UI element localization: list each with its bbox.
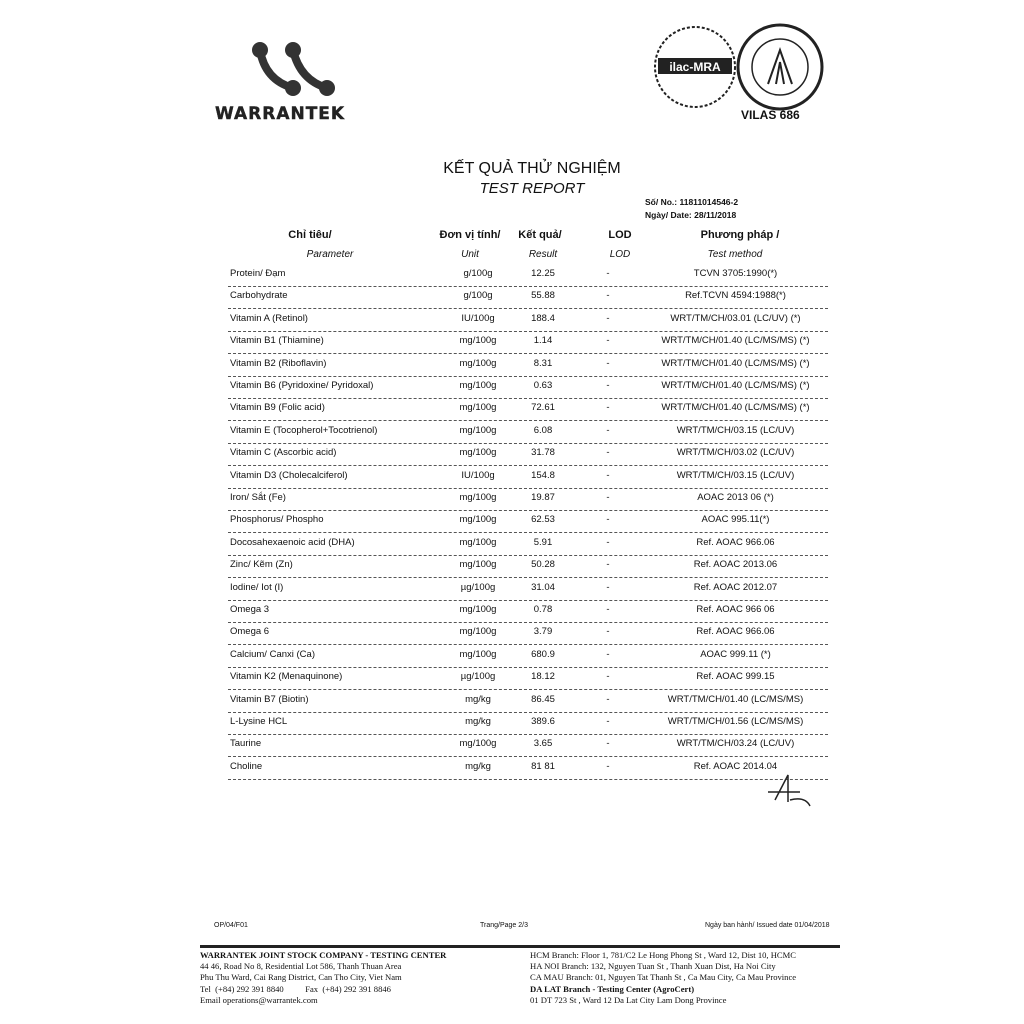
title-vietnamese: KẾT QUẢ THỬ NGHIỆM [443, 160, 621, 177]
method-cell: Ref. AOAC 2014.04 [693, 760, 778, 772]
table-row [228, 712, 828, 735]
parameter-cell: Phosphorus/ Phospho [230, 514, 324, 526]
footer-right-line: DA LAT Branch - Testing Center (AgroCert) [530, 983, 695, 994]
form-code: OP/04/F01 [214, 922, 248, 929]
footer-right-line: 01 DT 723 St , Ward 12 Da Lat City Lam Dong Province [530, 994, 727, 1005]
signature-initials [760, 770, 820, 810]
method-cell: WRT/TM/CH/01.40 (LC/MS/MS) (*) [661, 335, 810, 347]
header-lod-en: LOD [609, 249, 631, 260]
parameter-cell: Carbohydrate [230, 290, 288, 302]
parameter-cell: Vitamin A (Retinol) [230, 312, 308, 324]
lod-cell: - [606, 514, 610, 526]
parameter-cell: Choline [230, 760, 263, 772]
lod-cell: - [606, 335, 610, 347]
page-number: Trang/Page 2/3 [480, 922, 528, 929]
method-cell: TCVN 3705:1990(*) [693, 268, 778, 279]
header-parameter-en: Parameter [306, 249, 354, 260]
lod-cell: - [606, 290, 610, 302]
result-cell: 3.65 [533, 738, 553, 750]
parameter-cell: Vitamin B6 (Pyridoxine/ Pyridoxal) [230, 380, 374, 391]
parameter-cell: Vitamin C (Ascorbic acid) [230, 447, 337, 459]
vilas-code: VILAS 686 [741, 108, 800, 122]
parameter-cell: Zinc/ Kẽm (Zn) [230, 559, 293, 571]
lod-cell: - [606, 716, 610, 727]
table-row [228, 376, 828, 399]
unit-cell: mg/kg [465, 693, 491, 705]
lod-cell: - [606, 447, 610, 459]
unit-cell: mg/100g [459, 402, 497, 414]
method-cell: AOAC 2013 06 (*) [697, 492, 774, 503]
lod-cell: - [606, 738, 610, 750]
table-row [228, 510, 828, 533]
accreditation-seal-icon [650, 22, 830, 112]
footer-branches [530, 950, 796, 1006]
result-cell: 86.45 [531, 693, 555, 705]
table-row [228, 443, 828, 466]
footer-right-line: HA NOI Branch: 132, Nguyen Tuan St , Thanh Xuan Dist, Ha Noi City [530, 961, 776, 972]
lod-cell: - [606, 380, 610, 391]
table-row [228, 533, 828, 556]
result-cell: 680.9 [531, 648, 555, 660]
parameter-cell: Vitamin D3 (Cholecalciferol) [230, 469, 348, 481]
unit-cell: mg/100g [459, 492, 497, 503]
lod-cell: - [606, 626, 610, 638]
method-cell: WRT/TM/CH/01.56 (LC/MS/MS) [667, 716, 804, 727]
result-cell: 188.4 [531, 312, 555, 324]
result-cell: 19.87 [531, 492, 555, 503]
lod-cell: - [606, 559, 610, 571]
method-cell: WRT/TM/CH/01.40 (LC/MS/MS) [667, 693, 804, 705]
table-row [228, 264, 828, 287]
method-cell: Ref.TCVN 4594:1988(*) [685, 290, 786, 302]
result-cell: 389.6 [531, 716, 555, 727]
footer-right-line: CA MAU Branch: 01, Nguyen Tat Thanh St , Ca Mau City, Ca Mau Province [530, 972, 797, 983]
method-cell: Ref. AOAC 999.15 [696, 671, 775, 683]
method-cell: WRT/TM/CH/03.24 (LC/UV) [676, 738, 795, 750]
unit-cell: mg/100g [459, 536, 497, 548]
parameter-cell: Vitamin B2 (Riboflavin) [230, 357, 327, 369]
result-cell: 6.08 [533, 424, 553, 436]
lod-cell: - [606, 760, 610, 772]
unit-cell: mg/kg [465, 716, 491, 727]
unit-cell: mg/kg [465, 760, 491, 772]
unit-cell: IU/100g [461, 312, 495, 324]
lod-cell: - [606, 648, 610, 660]
table-row [228, 667, 828, 690]
table-row [228, 622, 828, 645]
lod-cell: - [606, 671, 610, 683]
unit-cell: mg/100g [459, 380, 497, 391]
result-cell: 0.63 [533, 380, 553, 391]
header-method-en: Test method [707, 249, 763, 260]
lod-cell: - [606, 268, 610, 279]
footer-company-info [200, 950, 446, 1006]
unit-cell: mg/100g [459, 424, 497, 436]
lod-cell: - [606, 581, 610, 593]
lod-cell: - [606, 312, 610, 324]
parameter-cell: Omega 6 [230, 626, 270, 638]
result-cell: 31.78 [531, 447, 555, 459]
result-cell: 1.14 [533, 335, 553, 347]
unit-cell: mg/100g [459, 335, 497, 347]
parameter-cell: Iron/ Sắt (Fe) [230, 492, 286, 503]
unit-cell: IU/100g [461, 469, 495, 481]
footer-left-line: Phu Thu Ward, Cai Rang District, Can Tho City, Viet Nam [200, 972, 402, 983]
footer-left-line: Email operations@warrantek.com [200, 994, 318, 1005]
unit-cell: mg/100g [459, 738, 497, 750]
method-cell: WRT/TM/CH/03.15 (LC/UV) [676, 469, 795, 481]
method-cell: WRT/TM/CH/01.40 (LC/MS/MS) (*) [661, 357, 810, 369]
result-cell: 5.91 [533, 536, 553, 548]
method-cell: WRT/TM/CH/03.01 (LC/UV) (*) [670, 312, 801, 324]
parameter-cell: Vitamin K2 (Menaquinone) [230, 671, 343, 683]
parameter-cell: Calcium/ Canxi (Ca) [230, 648, 315, 660]
parameter-cell: Vitamin B9 (Folic acid) [230, 402, 325, 414]
result-cell: 0.78 [533, 604, 553, 615]
footer-left-line: Tel (+84) 292 391 8840 Fax (+84) 292 391 8846 [200, 983, 391, 994]
method-cell: WRT/TM/CH/03.02 (LC/UV) [676, 447, 795, 459]
method-cell: WRT/TM/CH/01.40 (LC/MS/MS) (*) [661, 380, 810, 391]
result-cell: 12.25 [531, 268, 555, 279]
lod-cell: - [606, 424, 610, 436]
lod-cell: - [606, 604, 610, 615]
result-cell: 8.31 [533, 357, 553, 369]
parameter-cell: Vitamin B1 (Thiamine) [230, 335, 324, 347]
unit-cell: mg/100g [459, 447, 497, 459]
lod-cell: - [606, 492, 610, 503]
result-cell: 55.88 [531, 290, 555, 302]
unit-cell: µg/100g [460, 581, 496, 593]
result-cell: 72.61 [531, 402, 555, 414]
method-cell: WRT/TM/CH/03.15 (LC/UV) [676, 424, 795, 436]
parameter-cell: Vitamin E (Tocopherol+Tocotrienol) [230, 424, 378, 436]
result-cell: 154.8 [531, 469, 555, 481]
report-number: Số/ No.: 11811014546-2 [645, 197, 739, 207]
footer-divider [200, 945, 840, 948]
footer-right-line: HCM Branch: Floor 1, 781/C2 Le Hong Phong St , Ward 12, Dist 10, HCMC [530, 950, 797, 960]
method-cell: Ref. AOAC 966.06 [696, 626, 775, 638]
lod-cell: - [606, 402, 610, 414]
parameter-cell: Docosahexaenoic acid (DHA) [230, 536, 355, 548]
result-cell: 81 81 [531, 760, 555, 772]
parameter-cell: Taurine [230, 738, 262, 750]
header-unit-en: Unit [461, 249, 479, 260]
table-row [228, 578, 828, 601]
table-row [228, 600, 828, 623]
header-result-vn: Kết quả/ [518, 229, 562, 241]
table-row [228, 354, 828, 377]
method-cell: Ref. AOAC 966.06 [696, 536, 775, 548]
result-cell: 18.12 [531, 671, 555, 683]
unit-cell: mg/100g [459, 559, 497, 571]
unit-cell: g/100g [463, 290, 493, 302]
method-cell: WRT/TM/CH/01.40 (LC/MS/MS) (*) [661, 402, 810, 414]
table-row [228, 286, 828, 309]
parameter-cell: Omega 3 [230, 604, 270, 615]
unit-cell: µg/100g [460, 671, 496, 683]
unit-cell: g/100g [463, 268, 493, 279]
unit-cell: mg/100g [459, 514, 497, 526]
warrantek-logo-icon [245, 40, 355, 100]
method-cell: AOAC 995.11(*) [701, 514, 770, 526]
table-row [228, 466, 828, 489]
footer-left-line: 44 46, Road No 8, Residential Lot 586, Thanh Thuan Area [200, 961, 402, 972]
svg-text:ilac-MRA: ilac-MRA [669, 60, 721, 74]
table-row [228, 690, 828, 713]
table-row [228, 555, 828, 578]
lod-cell: - [606, 357, 610, 369]
method-cell: Ref. AOAC 966 06 [696, 604, 775, 615]
table-row [228, 421, 828, 444]
method-cell: Ref. AOAC 2013.06 [693, 559, 778, 571]
table-row [228, 734, 828, 757]
parameter-cell: Protein/ Đạm [230, 268, 286, 279]
footer-left-line: WARRANTEK JOINT STOCK COMPANY - TESTING CENTER [200, 950, 447, 960]
parameter-cell: L-Lysine HCL [230, 716, 288, 727]
result-cell: 62.53 [531, 514, 555, 526]
unit-cell: mg/100g [459, 604, 497, 615]
lod-cell: - [606, 469, 610, 481]
result-cell: 31.04 [531, 581, 555, 593]
table-row [228, 488, 828, 511]
table-row [228, 398, 828, 421]
report-date: Ngày/ Date: 28/11/2018 [645, 210, 737, 220]
unit-cell: mg/100g [459, 648, 497, 660]
method-cell: AOAC 999.11 (*) [700, 648, 771, 660]
method-cell: Ref. AOAC 2012.07 [693, 581, 778, 593]
parameter-cell: Iodine/ Iot (I) [230, 581, 284, 593]
table-row [228, 309, 828, 332]
header-result-en: Result [528, 249, 558, 260]
unit-cell: mg/100g [459, 626, 497, 638]
table-row [228, 331, 828, 354]
result-cell: 3.79 [533, 626, 553, 638]
header-method-vn: Phương pháp / [700, 229, 780, 241]
result-cell: 50.28 [531, 559, 555, 571]
table-row [228, 645, 828, 668]
header-lod-vn: LOD [608, 229, 632, 241]
lod-cell: - [606, 693, 610, 705]
title-english: TEST REPORT [479, 180, 585, 197]
header-unit-vn: Đơn vị tính/ [439, 229, 501, 241]
company-logo-text: WARRANTEK [215, 104, 346, 124]
lod-cell: - [606, 536, 610, 548]
table-row [228, 757, 828, 780]
issued-date: Ngày ban hành/ Issued date 01/04/2018 [705, 922, 830, 929]
unit-cell: mg/100g [459, 357, 497, 369]
report-meta [645, 196, 738, 222]
parameter-cell: Vitamin B7 (Biotin) [230, 693, 309, 705]
header-parameter-vn: Chỉ tiêu/ [288, 229, 332, 241]
